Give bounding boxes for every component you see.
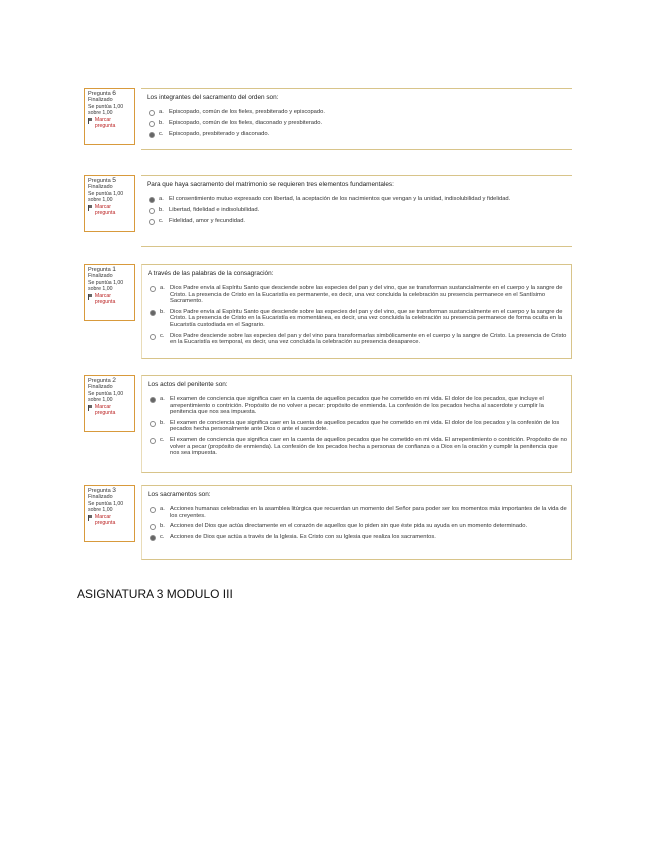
answer-option[interactable]: c. Acciones de Dios que actúa a través de la Iglesia. Es Cristo con su Iglesia que realiza los sacramentos.: [148, 534, 567, 541]
question-text: Para que haya sacramento del matrimonio se requieren tres elementos fundamentales:: [147, 181, 394, 188]
question-block: [84, 88, 572, 150]
flag-question-link[interactable]: Marcar pregunta: [88, 117, 132, 130]
page-caption: ASIGNATURA 3 MODULO III: [77, 587, 233, 601]
question-number: Pregunta 6: [88, 90, 116, 97]
question-number: Pregunta 3: [88, 487, 116, 494]
question-number: Pregunta 2: [88, 377, 116, 384]
flag-question-link[interactable]: Marcar pregunta: [88, 204, 132, 217]
answer-option[interactable]: c. Episcopado, presbiterado y diaconado.: [147, 131, 568, 138]
question-status: Finalizado: [88, 184, 113, 191]
answer-option[interactable]: b. Episcopado, común de los fieles, diaconado y presbiterado.: [147, 120, 568, 127]
question-status: Finalizado: [88, 384, 113, 391]
radio-button[interactable]: [149, 121, 155, 127]
question-block: [84, 485, 572, 560]
radio-button[interactable]: [150, 286, 156, 292]
question-content: [141, 485, 572, 560]
question-block: [84, 175, 572, 247]
answer-option[interactable]: b. El examen de conciencia que significa caer en la cuenta de aquellos pecados que he cometido en mi vida. El dolor de los pecados y la confesión de los pecados hecha personalmente ante Dios o ante el sacerdote.: [148, 420, 567, 433]
radio-button[interactable]: [150, 334, 156, 340]
radio-button[interactable]: [150, 438, 156, 444]
radio-button[interactable]: [150, 507, 156, 513]
question-text: Los sacramentos son:: [148, 491, 211, 498]
question-content: [141, 375, 572, 473]
flag-question-link[interactable]: Marcar pregunta: [88, 404, 132, 417]
question-content: [141, 175, 572, 247]
question-info-box: [84, 175, 135, 232]
answer-option[interactable]: a. El examen de conciencia que significa caer en la cuenta de aquellos pecados que he cometido en mi vida. El dolor de los pecados, que incluye el arrepentimiento o contrición. Propósito de no volver a pecar: propósito de enmienda. La confesión de los pecados hecha al sacerdote y cumplir la penitencia que nos sea impuesta.: [148, 396, 567, 416]
question-info-box: [84, 264, 135, 321]
flag-icon: [88, 205, 94, 211]
answer-option[interactable]: c. Dios Padre desciende sobre las especies del pan y del vino para transformarlas simbólicamente en el cuerpo y la sangre de Cristo. La presencia de Cristo en la Eucaristía es temporal, es decir, una vez concluida la celebración su presencia desaparece.: [148, 333, 567, 346]
question-status: Finalizado: [88, 273, 113, 280]
question-number: Pregunta 5: [88, 177, 116, 184]
question-score: Se puntúa 1,00 sobre 1,00: [88, 500, 124, 514]
answer-option[interactable]: a. Dios Padre envía al Espíritu Santo que desciende sobre las especies del pan y del vino, que se transforman sustancialmente en el cuerpo y la sangre de Cristo. La presencia de Cristo en la Eucaristía es permanente, es decir, una vez concluida la celebración su presencia permanece en el Santísimo Sacramento.: [148, 285, 567, 305]
answer-option[interactable]: a. Acciones humanas celebradas en la asamblea litúrgica que recuerdan un momento del Señor para poder ser los momentos más importantes de la vida de los creyentes.: [148, 506, 567, 519]
question-info-box: [84, 375, 135, 432]
answer-option[interactable]: b. Libertad, fidelidad e indisolubilidad.: [147, 207, 568, 214]
question-number: Pregunta 1: [88, 266, 116, 273]
question-score: Se puntúa 1,00 sobre 1,00: [88, 390, 124, 404]
question-score: Se puntúa 1,00 sobre 1,00: [88, 103, 124, 117]
radio-button-selected[interactable]: [150, 535, 156, 541]
answer-option[interactable]: c. Fidelidad, amor y fecundidad.: [147, 218, 568, 225]
answer-option[interactable]: c. El examen de conciencia que significa caer en la cuenta de aquellos pecados que he cometido en mi vida. El arrepentimiento o contrición. Propósito de no volver a pecar (propósito de enmienda). La confesión de los pecados hecha a personas de confianza o a Dios en la oración y cumplir la penitencia que nos sea impuesta.: [148, 437, 567, 457]
question-content: [141, 264, 572, 359]
answer-option[interactable]: b. Dios Padre envía al Espíritu Santo que desciende sobre las especies del pan y del vino, que se transforman sustancialmente en el cuerpo y la sangre de Cristo. La presencia de Cristo en la Eucaristía es momentánea, es decir, una vez concluida la celebración su presencia permanece de forma oculta en la Eucaristía custodiada en el Sagrario.: [148, 309, 567, 329]
radio-button-selected[interactable]: [150, 397, 156, 403]
question-text: Los actos del penitente son:: [148, 381, 228, 388]
radio-button-selected[interactable]: [149, 132, 155, 138]
flag-icon: [88, 118, 94, 124]
question-content: [141, 88, 572, 150]
question-status: Finalizado: [88, 494, 113, 501]
radio-button[interactable]: [150, 524, 156, 530]
question-info-box: [84, 485, 135, 542]
answer-option[interactable]: a. Episcopado, común de los fieles, presbiterado y episcopado.: [147, 109, 568, 116]
radio-button[interactable]: [149, 208, 155, 214]
radio-button[interactable]: [149, 110, 155, 116]
question-text: Los integrantes del sacramento del orden son:: [147, 94, 279, 101]
question-text: A través de las palabras de la consagración:: [148, 270, 274, 277]
question-score: Se puntúa 1,00 sobre 1,00: [88, 279, 124, 293]
question-block: [84, 375, 572, 473]
radio-button[interactable]: [149, 219, 155, 225]
question-status: Finalizado: [88, 97, 113, 104]
question-block: [84, 264, 572, 359]
question-score: Se puntúa 1,00 sobre 1,00: [88, 190, 124, 204]
question-info-box: [84, 88, 135, 145]
flag-question-link[interactable]: Marcar pregunta: [88, 514, 132, 527]
flag-icon: [88, 294, 94, 300]
radio-button-selected[interactable]: [149, 197, 155, 203]
answer-option[interactable]: a. El consentimiento mutuo expresado con libertad, la aceptación de los nacimientos que vengan y la unidad, indisolubilidad y fidelidad.: [147, 196, 568, 203]
flag-question-link[interactable]: Marcar pregunta: [88, 293, 132, 306]
answer-option[interactable]: b. Acciones del Dios que actúa directamente en el corazón de aquellos que lo piden sin que éste pida su ayuda en un momento determinado.: [148, 523, 567, 530]
radio-button[interactable]: [150, 421, 156, 427]
flag-icon: [88, 515, 94, 521]
flag-icon: [88, 405, 94, 411]
radio-button-selected[interactable]: [150, 310, 156, 316]
